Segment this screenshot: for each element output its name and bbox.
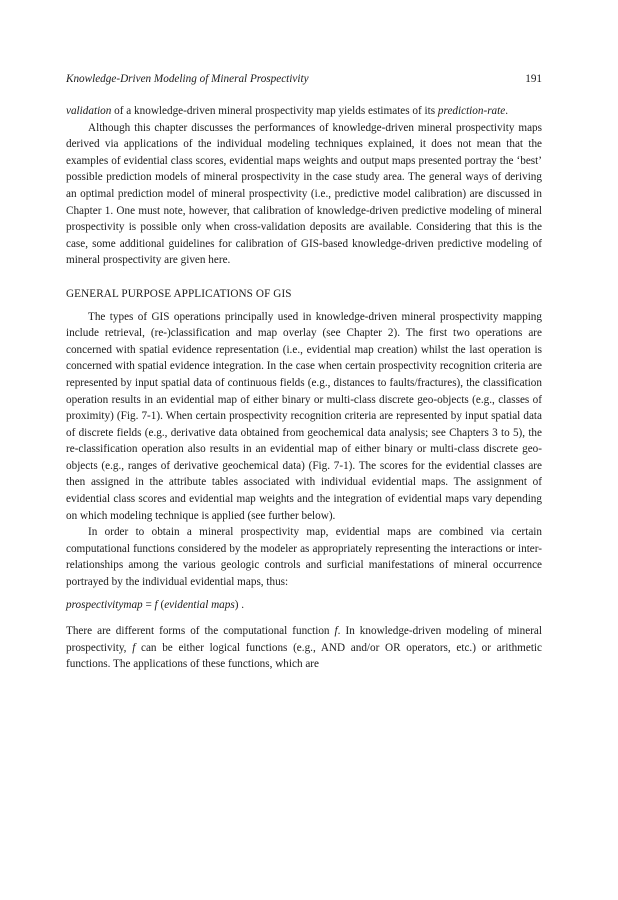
- section-paragraph-3: There are different forms of the computational function f. In knowledge-driven modeling of mineral prospectivity, f can be either logical functions (e.g., AND and/or OR operators, etc.) or arithmetic functions. The applications of these functions, which are: [66, 625, 543, 671]
- equation-argument: evidential maps: [164, 598, 235, 611]
- body-text: [66, 103, 542, 673]
- intro-paragraph-1: validation of a knowledge-driven mineral prospectivity map yields estimates of its prediction-rate.: [66, 105, 509, 117]
- equation-lhs: prospectivitymap: [66, 598, 143, 611]
- running-head-title: Knowledge-Driven Modeling of Mineral Prospectivity: [66, 73, 309, 85]
- page-number: 191: [525, 73, 542, 85]
- term-prediction-rate: prediction-rate: [437, 105, 506, 117]
- term-validation: validation: [66, 105, 112, 117]
- intro-paragraph-2: Although this chapter discusses the performances of knowledge-driven mineral prospectivity maps derived via applications of the individual modeling techniques explained, it does not mean that the examples of evidential class scores, evidential maps weights and output maps presented portray the ‘best’ possible prediction models of mineral prospectivity in the case study area. The general ways of deriving an optimal prediction model of mineral prospectivity (i.e., predictive model calibration) are discussed in Chapter 1. One must note, however, that calibration of knowledge-driven predictive modeling of mineral prospectivity is possible only when cross-validation deposits are available. Considering that this is the case, some additional guidelines for calibration of GIS-based knowledge-driven predictive modeling of mineral prospectivity are given here.: [66, 121, 542, 267]
- section-paragraph-2: In order to obtain a mineral prospectivity map, evidential maps are combined via certain computational functions considered by the modeler as appropriately representing the interactions or inter-relationships among the various geologic controls and surficial manifestations of mineral occurrence portrayed by the individual evidential maps, thus:: [66, 526, 542, 589]
- section-heading: GENERAL PURPOSE APPLICATIONS OF GIS: [66, 287, 292, 300]
- running-head: [66, 71, 542, 87]
- equation-function: f: [154, 598, 158, 611]
- equation: prospectivitymap = f (evidential maps) .: [66, 598, 245, 611]
- section-paragraph-1: The types of GIS operations principally used in knowledge-driven mineral prospectivity mapping include retrieval, (re-)classification and map overlay (see Chapter 2). The first two operations are concerned with spatial evidence representation (i.e., evidential map creation) whilst the last operation is concerned with spatial evidence integration. In the case when certain prospectivity recognition criteria are represented by input spatial data of continuous fields (e.g., distances to faults/fractures), the classification operation results in an evidential map of either binary or multi-class discrete geo-objects (e.g., classes of proximity) (Fig. 7-1). When certain prospectivity recognition criteria are represented by input spatial data of discrete fields (e.g., derivative data obtained from geochemical data analysis; see Chapters 3 to 5), the re-classification operation also results in an evidential map of either binary or multi-class discrete geo-objects (e.g., ranges of derivative geochemical data) (Fig. 7-1). The scores for the evidential classes are then assigned in the attribute tables associated with individual evidential maps. The assignment of evidential class scores and evidential map weights and the integration of evidential maps vary depending on which modeling technique is applied (see further below).: [66, 310, 542, 522]
